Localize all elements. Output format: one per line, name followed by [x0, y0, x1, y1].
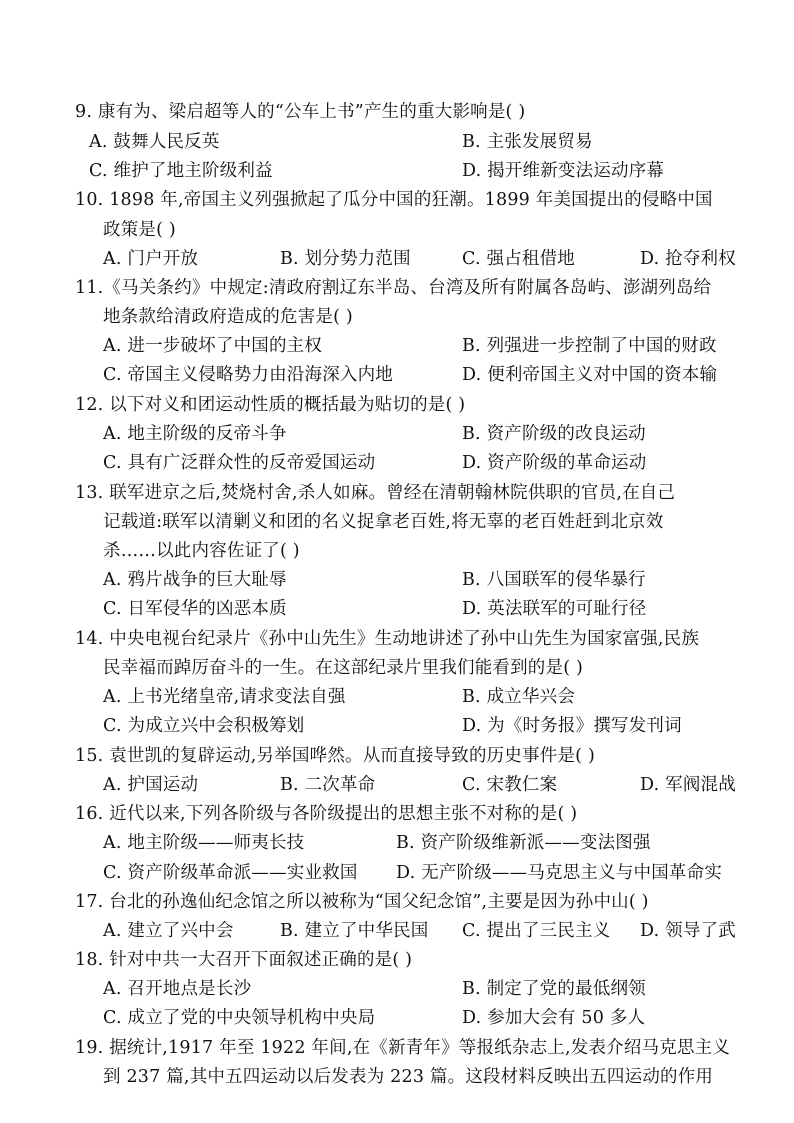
question-11-option-c: C. 帝国主义侵略势力由沿海深入内地 [103, 365, 393, 385]
question-15-option-c: C. 宋教仁案 [462, 775, 558, 795]
question-16-option-d: D. 无产阶级——马克思主义与中国革命实 [396, 863, 723, 883]
question-11-option-a: A. 进一步破坏了中国的主权 [103, 336, 323, 356]
question-14-stem-line-1: 14. 中央电视台纪录片《孙中山先生》生动地讲述了孙中山先生为国家富强,民族 [75, 629, 700, 649]
question-15-stem: 15. 袁世凯的复辟运动,另举国哗然。从而直接导致的历史事件是( ) [75, 746, 595, 766]
question-14-option-a: A. 上书光绪皇帝,请求变法自强 [103, 687, 346, 707]
question-17-option-a: A. 建立了兴中会 [103, 921, 234, 941]
question-13-option-c: C. 日军侵华的凶恶本质 [103, 599, 287, 619]
question-12-option-b: B. 资产阶级的改良运动 [462, 424, 646, 444]
question-9-option-b: B. 主张发展贸易 [462, 132, 593, 152]
question-11-stem-line-2: 地条款给清政府造成的危害是( ) [103, 307, 353, 327]
question-13-option-b: B. 八国联军的侵华暴行 [462, 570, 646, 590]
question-10-option-d: D. 抢夺利权 [640, 249, 736, 269]
question-10-stem-line-1: 10. 1898 年,帝国主义列强掀起了瓜分中国的狂潮。1899 年美国提出的侵略中国 [75, 190, 713, 210]
question-18-option-c: C. 成立了党的中央领导机构中央局 [103, 1008, 376, 1028]
question-12-option-a: A. 地主阶级的反帝斗争 [103, 424, 287, 444]
question-17-option-c: C. 提出了三民主义 [462, 921, 611, 941]
question-18-stem: 18. 针对中共一大召开下面叙述正确的是( ) [75, 950, 413, 970]
question-15-option-a: A. 护国运动 [103, 775, 199, 795]
question-14-option-b: B. 成立华兴会 [462, 687, 576, 707]
question-10-option-b: B. 划分势力范围 [280, 249, 411, 269]
question-10-stem-line-2: 政策是( ) [103, 220, 176, 240]
question-9-option-a: A. 鼓舞人民反英 [89, 132, 220, 152]
question-9-option-c: C. 维护了地主阶级利益 [89, 161, 273, 181]
question-18-option-a: A. 召开地点是长沙 [103, 979, 252, 999]
question-10-option-c: C. 强占租借地 [462, 249, 575, 269]
question-10-option-a: A. 门户开放 [103, 249, 199, 269]
question-12-option-d: D. 资产阶级的革命运动 [462, 453, 647, 473]
question-14-option-d: D. 为《时务报》撰写发刊词 [462, 716, 682, 736]
question-18-option-d: D. 参加大会有 50 多人 [462, 1008, 646, 1028]
question-13-stem-line-3: 杀……以此内容佐证了( ) [103, 541, 300, 561]
question-17-option-d: D. 领导了武 [640, 921, 736, 941]
question-16-option-a: A. 地主阶级——师夷长技 [103, 833, 305, 853]
question-12-option-c: C. 具有广泛群众性的反帝爱国运动 [103, 453, 376, 473]
question-12-stem: 12. 以下对义和团运动性质的概括最为贴切的是( ) [75, 395, 466, 415]
question-13-option-a: A. 鸦片战争的巨大耻辱 [103, 570, 287, 590]
question-15-option-b: B. 二次革命 [280, 775, 376, 795]
question-16-stem: 16. 近代以来,下列各阶级与各阶级提出的思想主张不对称的是( ) [75, 804, 578, 824]
question-17-option-b: B. 建立了中华民国 [280, 921, 429, 941]
question-11-option-b: B. 列强进一步控制了中国的财政 [462, 336, 717, 356]
question-14-stem-line-2: 民幸福而踔厉奋斗的一生。在这部纪录片里我们能看到的是( ) [103, 658, 584, 678]
question-9-option-d: D. 揭开维新变法运动序幕 [462, 161, 665, 181]
question-16-option-c: C. 资产阶级革命派——实业救国 [103, 863, 358, 883]
question-14-option-c: C. 为成立兴中会积极筹划 [103, 716, 305, 736]
question-11-stem-line-1: 11.《马关条约》中规定:清政府割辽东半岛、台湾及所有附属各岛屿、澎湖列岛给 [75, 278, 712, 298]
question-13-stem-line-1: 13. 联军进京之后,焚烧村舍,杀人如麻。曾经在清朝翰林院供职的官员,在自己 [75, 483, 676, 503]
question-19-stem-line-2: 到 237 篇,其中五四运动以后发表为 223 篇。这段材料反映出五四运动的作用 [103, 1067, 714, 1087]
question-11-option-d: D. 便利帝国主义对中国的资本输 [462, 365, 718, 385]
question-13-option-d: D. 英法联军的可耻行径 [462, 599, 647, 619]
question-16-option-b: B. 资产阶级维新派——变法图强 [396, 833, 651, 853]
question-15-option-d: D. 军阀混战 [640, 775, 736, 795]
question-18-option-b: B. 制定了党的最低纲领 [462, 979, 646, 999]
question-17-stem: 17. 台北的孙逸仙纪念馆之所以被称为“国父纪念馆”,主要是因为孙中山( ) [75, 892, 649, 912]
question-19-stem-line-1: 19. 据统计,1917 年至 1922 年间,在《新青年》等报纸杂志上,发表介绍马克思主义 [75, 1038, 731, 1058]
question-9-stem: 9. 康有为、梁启超等人的“公车上书”产生的重大影响是( ) [75, 102, 526, 122]
question-13-stem-line-2: 记载道:联军以清剿义和团的名义捉拿老百姓,将无辜的老百姓赶到北京效 [103, 512, 664, 532]
